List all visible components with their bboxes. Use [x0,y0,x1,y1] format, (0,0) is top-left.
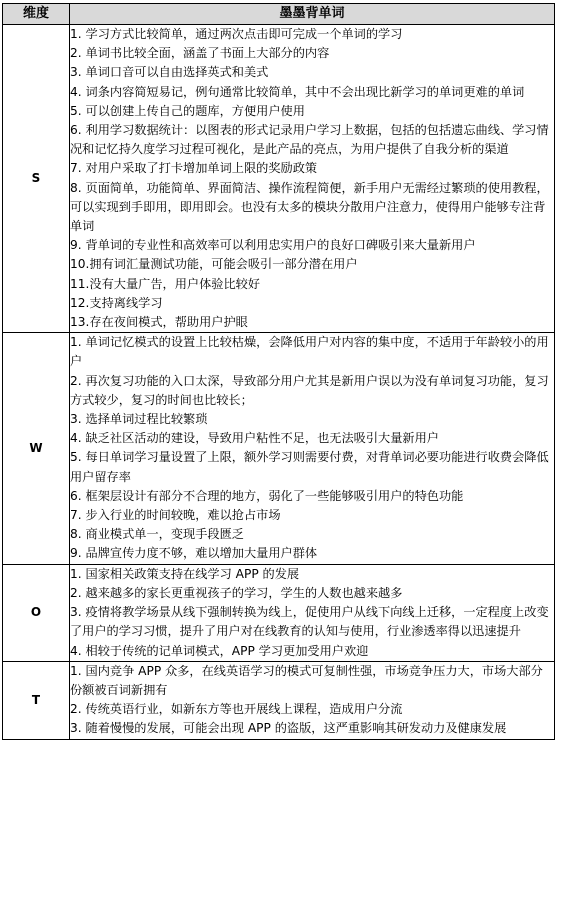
swot-table [2,3,555,740]
list-item: 3. 选择单词过程比较繁琐 [70,412,208,427]
table-body [3,25,555,740]
list-item: 13.存在夜间模式，帮助用户护眼 [70,315,248,330]
item-list [70,565,554,661]
list-item: 4. 相较于传统的记单词模式，APP 学习更加受用户欢迎 [70,643,369,658]
list-item: 9. 品牌宣传力度不够，难以增加大量用户群体 [70,546,318,561]
list-item: 12.支持离线学习 [70,295,163,310]
list-item: 5. 可以创建上传自己的题库，方便用户使用 [70,103,305,118]
table-row-strengths [3,25,555,333]
list-item: 1. 国家相关政策支持在线学习 APP 的发展 [70,566,300,581]
list-item: 10.拥有词汇量测试功能，可能会吸引一部分潜在用户 [70,257,358,272]
dimension-cell: W [3,333,70,564]
header-dimension: 维度 [3,4,70,25]
item-list [70,662,554,739]
list-item: 4. 缺乏社区活动的建设，导致用户粘性不足，也无法吸引大量新用户 [70,431,439,446]
list-item: 6. 框架层设计有部分不合理的地方，弱化了一些能够吸引用户的特色功能 [70,488,464,503]
table-row-opportunities [3,564,555,661]
list-item: 8. 页面简单，功能简单、界面简洁、操作流程简便，新手用户无需经过繁琐的使用教程，可以实现到手即用，即用即会。也没有太多的模块分散用户注意力，使得用户能够专注背单词 [70,180,549,234]
list-item: 1. 单词记忆模式的设置上比较枯燥，会降低用户对内容的集中度，不适用于年龄较小的用户 [70,335,549,369]
dimension-cell: S [3,25,70,333]
list-item: 6. 利用学习数据统计：以图表的形式记录用户学习上数据，包括的包括遗忘曲线、学习情况和记忆持久度学习过程可视化，是此产品的亮点，为用户提供了自我分析的渠道 [70,123,549,157]
content-cell [70,661,555,739]
list-item: 9. 背单词的专业性和高效率可以利用忠实用户的良好口碑吸引来大量新用户 [70,238,476,253]
header-row [3,4,555,25]
list-item: 4. 词条内容简短易记，例句通常比较简单，其中不会出现比新学习的单词更难的单词 [70,84,525,99]
list-item: 3. 疫情将教学场景从线下强制转换为线上，促使用户从线下向线上迁移，一定程度上改变了用户的学习习惯，提升了用户对在线教育的认知与使用，行业渗透率得以迅速提升 [70,605,549,639]
dimension-cell: O [3,564,70,661]
list-item: 11.没有大量广告，用户体验比较好 [70,276,261,291]
item-list [70,333,554,563]
header-product: 墨墨背单词 [70,4,555,25]
table-row-weaknesses [3,333,555,564]
content-cell [70,564,555,661]
list-item: 7. 对用户采取了打卡增加单词上限的奖励政策 [70,161,318,176]
dimension-cell: T [3,661,70,739]
list-item: 2. 单词书比较全面，涵盖了书面上大部分的内容 [70,46,330,61]
list-item: 8. 商业模式单一，变现手段匮乏 [70,527,244,542]
list-item: 7. 步入行业的时间较晚，难以抢占市场 [70,508,281,523]
list-item: 2. 越来越多的家长更重视孩子的学习，学生的人数也越来越多 [70,585,403,600]
list-item: 1. 国内竞争 APP 众多，在线英语学习的模式可复制性强，市场竞争压力大，市场大部分份额被百词新拥有 [70,663,543,697]
content-cell [70,25,555,333]
item-list [70,25,554,332]
list-item: 1. 学习方式比较简单，通过两次点击即可完成一个单词的学习 [70,27,403,41]
list-item: 3. 单词口音可以自由选择英式和美式 [70,65,269,80]
list-item: 3. 随着慢慢的发展，可能会出现 APP 的盗版，这严重影响其研发动力及健康发展 [70,721,507,736]
content-cell [70,333,555,564]
table-row-threats [3,661,555,739]
list-item: 5. 每日单词学习量设置了上限，额外学习则需要付费，对背单词必要功能进行收费会降低用户留存率 [70,450,549,484]
list-item: 2. 传统英语行业，如新东方等也开展线上课程，造成用户分流 [70,702,403,717]
list-item: 2. 再次复习功能的入口太深，导致部分用户尤其是新用户误以为没有单词复习功能，复习方式较少，复习的时间也比较长； [70,373,549,407]
